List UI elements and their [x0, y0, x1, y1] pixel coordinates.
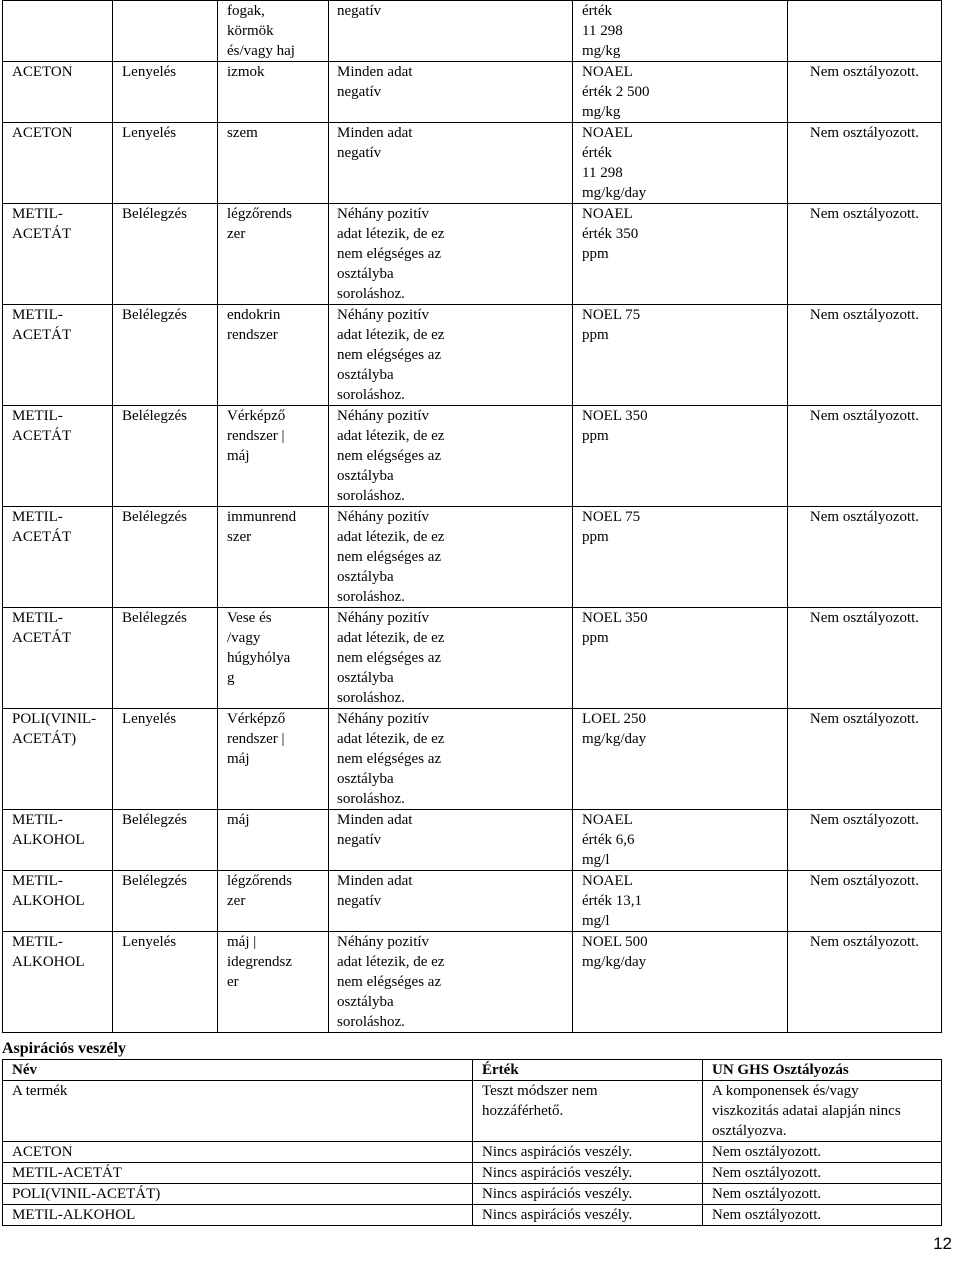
classification-cell: Nem osztályozott. — [703, 1184, 942, 1205]
substance-cell: ACETON — [3, 123, 113, 204]
substance-cell: METIL- ALKOHOL — [3, 932, 113, 1033]
result-cell: Minden adat negatív — [329, 810, 573, 871]
result-cell: Néhány pozitív adat létezik, de ez nem elégséges az osztályba soroláshoz. — [329, 608, 573, 709]
classification-cell: Nem osztályozott. — [703, 1205, 942, 1226]
value-cell: NOAEL érték 13,1 mg/l — [573, 871, 788, 932]
substance-cell: METIL- ACETÁT — [3, 608, 113, 709]
value-cell: Teszt módszer nem hozzáférhető. — [473, 1081, 703, 1142]
value-cell: NOAEL érték 6,6 mg/l — [573, 810, 788, 871]
result-cell: Néhány pozitív adat létezik, de ez nem elégséges az osztályba soroláshoz. — [329, 709, 573, 810]
value-cell: NOEL 500 mg/kg/day — [573, 932, 788, 1033]
route-cell: Lenyelés — [113, 123, 218, 204]
result-cell: Néhány pozitív adat létezik, de ez nem elégséges az osztályba soroláshoz. — [329, 204, 573, 305]
organ-cell: Vérképző rendszer | máj — [218, 406, 329, 507]
value-cell: NOEL 75 ppm — [573, 305, 788, 406]
route-cell: Belélegzés — [113, 406, 218, 507]
classification-cell: Nem osztályozott. — [788, 932, 942, 1033]
substance-cell: METIL- ACETÁT — [3, 507, 113, 608]
classification-cell: Nem osztályozott. — [703, 1163, 942, 1184]
organ-cell: endokrin rendszer — [218, 305, 329, 406]
organ-cell: máj — [218, 810, 329, 871]
table-row — [3, 608, 942, 709]
classification-cell: Nem osztályozott. — [788, 62, 942, 123]
table-row — [3, 932, 942, 1033]
classification-cell: Nem osztályozott. — [788, 709, 942, 810]
classification-cell: Nem osztályozott. — [788, 810, 942, 871]
result-cell: Néhány pozitív adat létezik, de ez nem elégséges az osztályba soroláshoz. — [329, 507, 573, 608]
table-row — [3, 1205, 942, 1226]
table-row — [3, 305, 942, 406]
result-cell: Néhány pozitív adat létezik, de ez nem elégséges az osztályba soroláshoz. — [329, 305, 573, 406]
table-row — [3, 709, 942, 810]
header-value: Érték — [473, 1060, 703, 1081]
value-cell: LOEL 250 mg/kg/day — [573, 709, 788, 810]
table-header-row — [3, 1060, 942, 1081]
result-cell: Néhány pozitív adat létezik, de ez nem elégséges az osztályba soroláshoz. — [329, 406, 573, 507]
substance-cell: POLI(VINIL- ACETÁT) — [3, 709, 113, 810]
value-cell: NOAEL érték 11 298 mg/kg/day — [573, 123, 788, 204]
classification-cell: Nem osztályozott. — [788, 123, 942, 204]
substance-cell: METIL- ACETÁT — [3, 305, 113, 406]
value-cell: NOAEL érték 2 500 mg/kg — [573, 62, 788, 123]
aspiration-section-title: Aspirációs veszély — [2, 1040, 126, 1057]
name-cell: POLI(VINIL-ACETÁT) — [3, 1184, 473, 1205]
value-cell: Nincs aspirációs veszély. — [473, 1142, 703, 1163]
table-row — [3, 123, 942, 204]
name-cell: A termék — [3, 1081, 473, 1142]
classification-cell: Nem osztályozott. — [788, 608, 942, 709]
table-row — [3, 1184, 942, 1205]
organ-cell: Vérképző rendszer | máj — [218, 709, 329, 810]
header-name: Név — [3, 1060, 473, 1081]
organ-cell: máj | idegrendsz er — [218, 932, 329, 1033]
table-row — [3, 1163, 942, 1184]
route-cell: Belélegzés — [113, 608, 218, 709]
table-row — [3, 810, 942, 871]
classification-cell: Nem osztályozott. — [788, 406, 942, 507]
name-cell: METIL-ALKOHOL — [3, 1205, 473, 1226]
substance-cell — [3, 1, 113, 62]
classification-cell: Nem osztályozott. — [788, 871, 942, 932]
result-cell: Minden adat negatív — [329, 123, 573, 204]
classification-cell: Nem osztályozott. — [788, 507, 942, 608]
organ-cell: fogak, körmök és/vagy haj — [218, 1, 329, 62]
table-row — [3, 871, 942, 932]
result-cell: Néhány pozitív adat létezik, de ez nem elégséges az osztályba soroláshoz. — [329, 932, 573, 1033]
organ-cell: légzőrends zer — [218, 204, 329, 305]
route-cell: Lenyelés — [113, 62, 218, 123]
value-cell: NOEL 350 ppm — [573, 406, 788, 507]
aspiration-table — [2, 1059, 942, 1226]
value-cell: NOAEL érték 350 ppm — [573, 204, 788, 305]
value-cell: Nincs aspirációs veszély. — [473, 1184, 703, 1205]
toxicity-table — [2, 0, 942, 1033]
result-cell: Minden adat negatív — [329, 62, 573, 123]
substance-cell: METIL- ACETÁT — [3, 406, 113, 507]
classification-cell — [788, 1, 942, 62]
substance-cell: METIL- ALKOHOL — [3, 810, 113, 871]
table-row — [3, 507, 942, 608]
organ-cell: szem — [218, 123, 329, 204]
route-cell: Belélegzés — [113, 871, 218, 932]
classification-cell: Nem osztályozott. — [788, 305, 942, 406]
organ-cell: izmok — [218, 62, 329, 123]
route-cell: Belélegzés — [113, 810, 218, 871]
value-cell: NOEL 75 ppm — [573, 507, 788, 608]
result-cell: negatív — [329, 1, 573, 62]
route-cell: Belélegzés — [113, 507, 218, 608]
route-cell — [113, 1, 218, 62]
table-row — [3, 62, 942, 123]
substance-cell: ACETON — [3, 62, 113, 123]
classification-cell: Nem osztályozott. — [788, 204, 942, 305]
table-row — [3, 204, 942, 305]
page-number: 12 — [933, 1234, 952, 1253]
substance-cell: METIL- ALKOHOL — [3, 871, 113, 932]
header-classification: UN GHS Osztályozás — [703, 1060, 942, 1081]
organ-cell: légzőrends zer — [218, 871, 329, 932]
value-cell: NOEL 350 ppm — [573, 608, 788, 709]
route-cell: Lenyelés — [113, 709, 218, 810]
table-row — [3, 1, 942, 62]
route-cell: Belélegzés — [113, 305, 218, 406]
table-row — [3, 406, 942, 507]
substance-cell: METIL- ACETÁT — [3, 204, 113, 305]
classification-cell: A komponensek és/vagy viszkozitás adatai alapján nincs osztályozva. — [703, 1081, 942, 1142]
organ-cell: immunrend szer — [218, 507, 329, 608]
name-cell: ACETON — [3, 1142, 473, 1163]
classification-cell: Nem osztályozott. — [703, 1142, 942, 1163]
route-cell: Belélegzés — [113, 204, 218, 305]
value-cell: érték 11 298 mg/kg — [573, 1, 788, 62]
table-row — [3, 1142, 942, 1163]
result-cell: Minden adat negatív — [329, 871, 573, 932]
table-row — [3, 1081, 942, 1142]
name-cell: METIL-ACETÁT — [3, 1163, 473, 1184]
organ-cell: Vese és /vagy húgyhólya g — [218, 608, 329, 709]
value-cell: Nincs aspirációs veszély. — [473, 1205, 703, 1226]
value-cell: Nincs aspirációs veszély. — [473, 1163, 703, 1184]
route-cell: Lenyelés — [113, 932, 218, 1033]
